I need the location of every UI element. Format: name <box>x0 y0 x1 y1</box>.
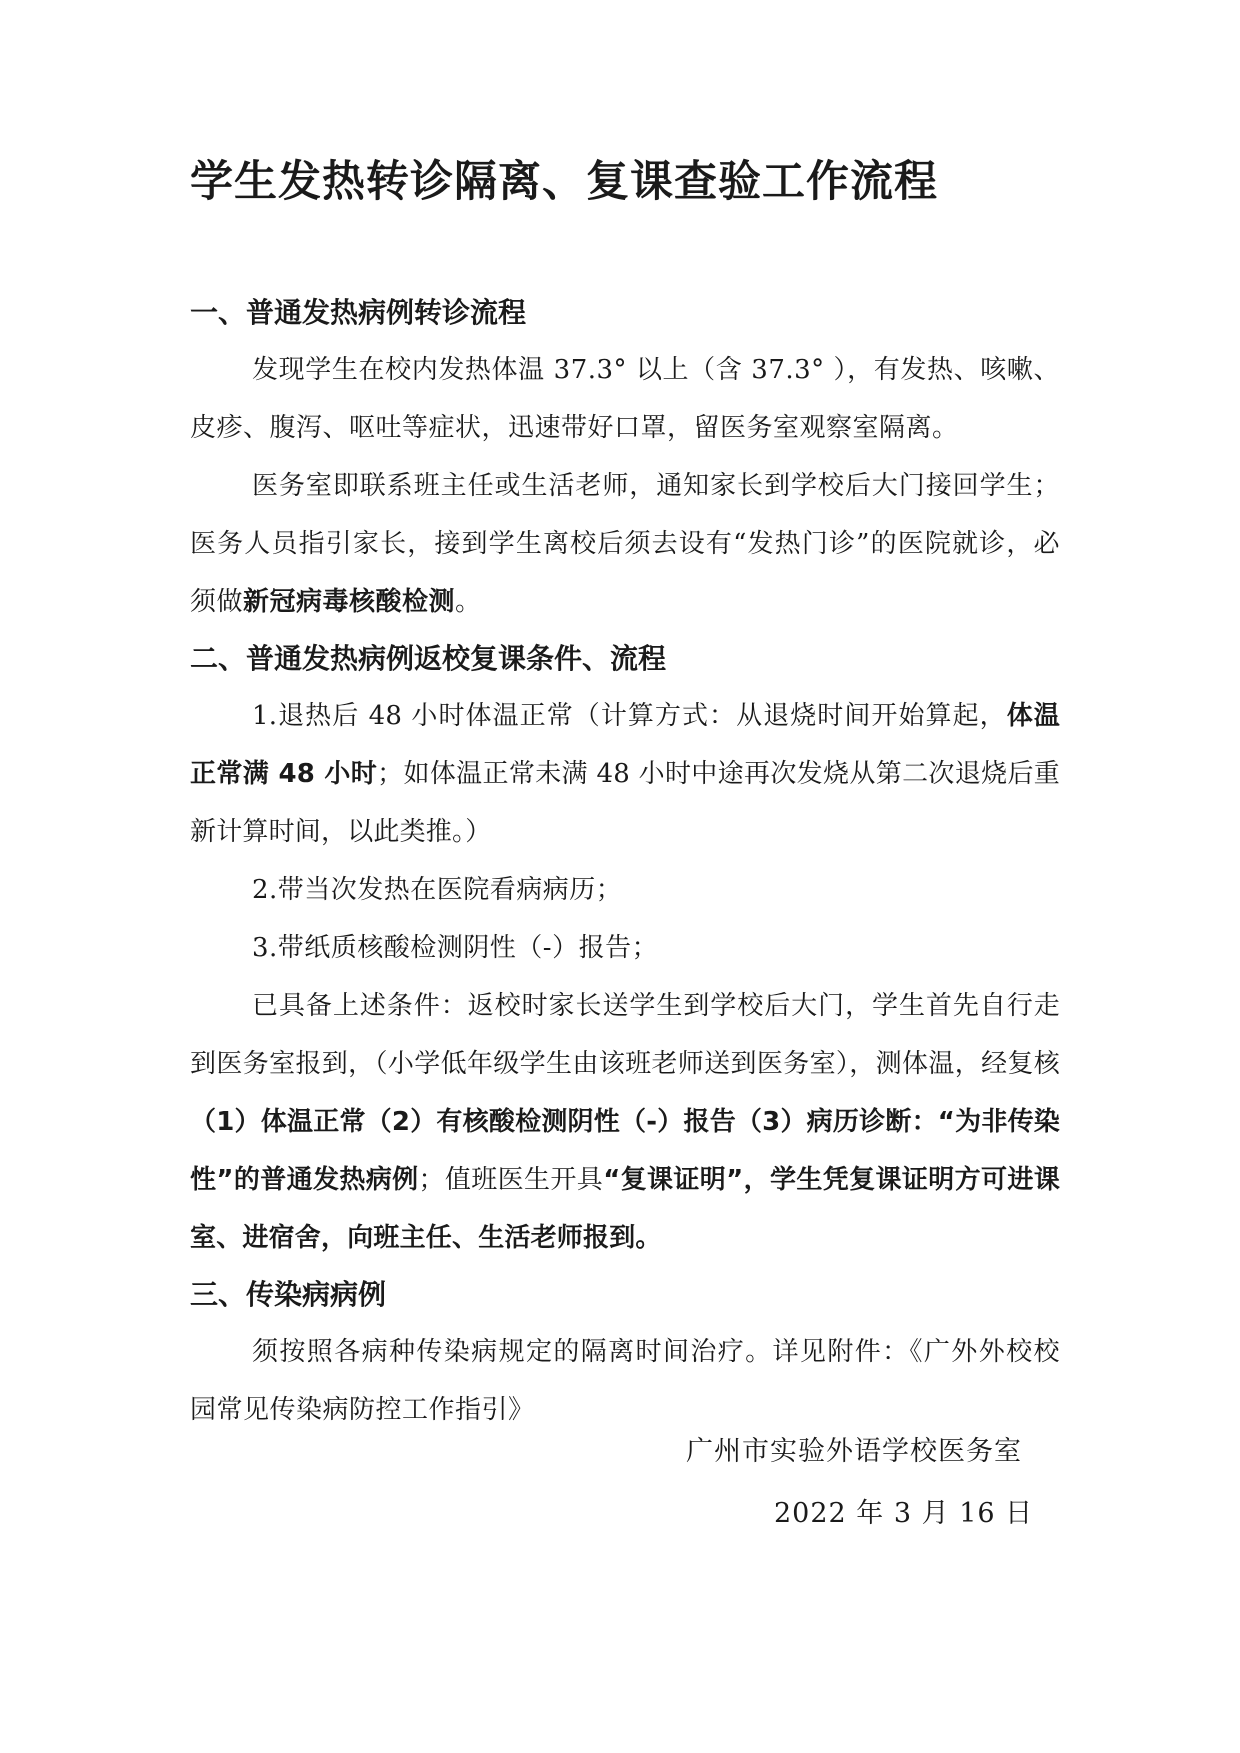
paragraph-text: 医务室即联系班主任或生活老师，通知家长到学校后大门接回学生；医务人员指引家长，接到学生离校后须去设有“发热门诊”的医院就诊，必须做 <box>190 471 1060 617</box>
emphasis-text: 新冠病毒核酸检测 <box>243 587 456 617</box>
signature-date: 2022 年 3 月 16 日 <box>774 1498 1034 1529</box>
emphasis-text: “复课证明”，学生凭复课证明方可进课室、进宿舍，向班主任、生活老师报到。 <box>190 1165 1061 1253</box>
section3-paragraph: 须按照各病种传染病规定的隔离时间治疗。详见附件：《广外外校校园常见传染病防控工作指引》 <box>190 1337 1060 1425</box>
section1-paragraph-1: 发现学生在校内发热体温 37.3° 以上（含 37.3° ），有发热、咳嗽、皮疹、腹泻、呕吐等症状，迅速带好口罩，留医务室观察室隔离。 <box>190 355 1060 443</box>
paragraph-text: 。 <box>455 587 482 617</box>
paragraph-text: ；如体温正常未满 48 小时中途再次发烧从第二次退烧后重新计算时间，以此类推。） <box>190 759 1061 847</box>
section2-item-2: 2.带当次发热在医院看病病历； <box>252 875 623 905</box>
document-body <box>190 285 1060 1439</box>
section-heading-2: 二、普通发热病例返校复课条件、流程 <box>190 642 667 675</box>
section2-item-1 <box>190 687 1060 861</box>
paragraph-text: 1.退热后 48 小时体温正常（计算方式：从退烧时间开始算起， <box>252 701 1007 731</box>
paragraph-text: ；值班医生开具 <box>418 1165 604 1195</box>
section-heading-1: 一、普通发热病例转诊流程 <box>190 296 527 329</box>
section1-paragraph-2 <box>190 457 1060 631</box>
document-title: 学生发热转诊隔离、复课查验工作流程 <box>190 157 938 207</box>
emphasis-text: （1）体温正常（2）有核酸检测阴性（-）报告（3）病历诊断：“为非传染性”的普通发热病例 <box>190 1107 1060 1195</box>
section-heading-3: 三、传染病病例 <box>190 1278 387 1311</box>
signature-organization: 广州市实验外语学校医务室 <box>686 1436 1022 1467</box>
section2-item-3: 3.带纸质核酸检测阴性（-）报告； <box>252 933 659 963</box>
section2-paragraph <box>190 977 1060 1267</box>
emphasis-text: 体温正常满 48 小时 <box>190 701 1060 789</box>
paragraph-text: 已具备上述条件：返校时家长送学生到学校后大门，学生首先自行走到医务室报到，（小学低年级学生由该班老师送到医务室），测体温，经复核 <box>190 991 1060 1079</box>
